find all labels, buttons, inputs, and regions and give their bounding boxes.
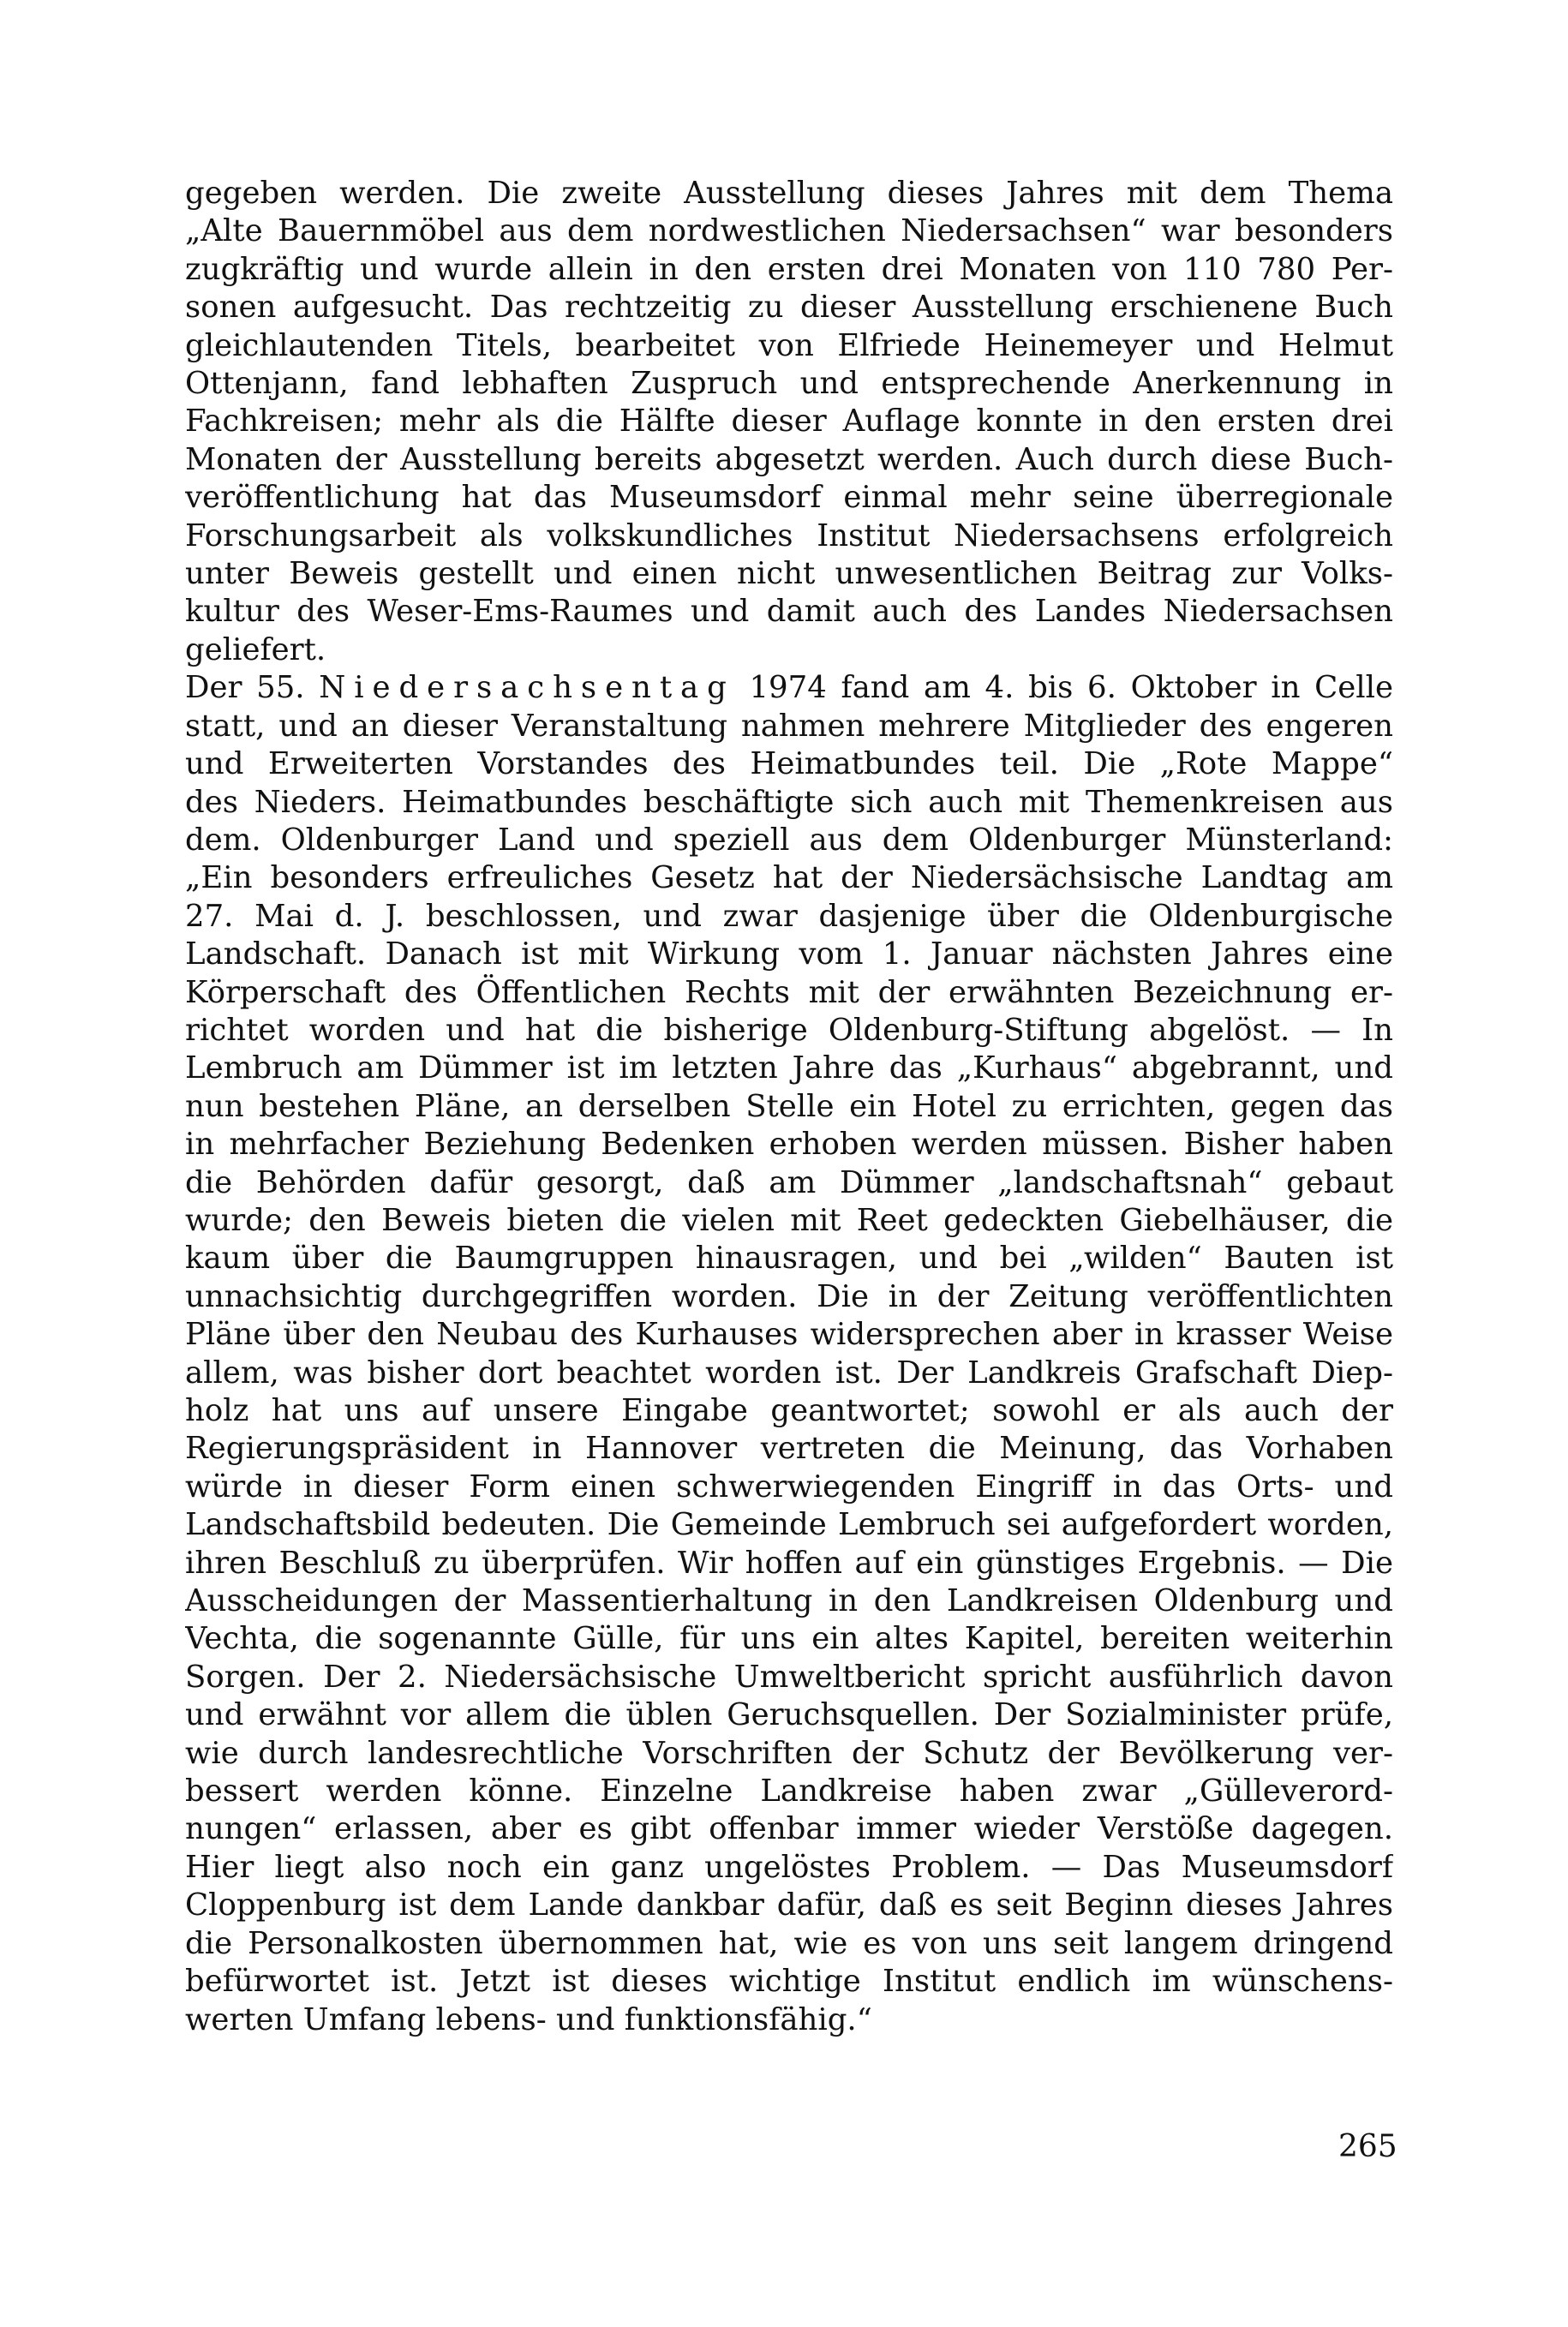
text-line: in mehrfacher Beziehung Bedenken erhoben werden müssen. Bisher haben [185,1127,1393,1163]
text-line: „Alte Bauernmöbel aus dem nordwestlichen Niedersachsen“ war besonders [185,213,1393,249]
text-line: holz hat uns auf unsere Eingabe geantwortet; sowohl er als auch der [185,1393,1393,1428]
text-line: kaum über die Baumgruppen hinausragen, und bei „wilden“ Bauten ist [185,1241,1393,1277]
text-line: Sorgen. Der 2. Niedersächsische Umweltbericht spricht ausführlich davon [185,1659,1393,1695]
paragraph-2 [185,669,1393,2039]
text-line: Landschaft. Danach ist mit Wirkung vom 1. Januar nächsten Jahres eine [185,936,1393,972]
line-suffix: 1974 fand am 4. bis 6. Oktober in Celle [734,670,1393,706]
text-line: ihren Beschluß zu überprüfen. Wir hoffen auf ein günstiges Ergebnis. — Die [185,1545,1393,1581]
line-prefix: Der 55. [185,670,320,706]
text-line-first [185,669,1393,707]
text-line: Ottenjann, fand lebhaften Zuspruch und entsprechende Anerkennung in [185,366,1393,402]
text-line: nun bestehen Pläne, an derselben Stelle ein Hotel zu errichten, gegen das [185,1088,1393,1124]
text-line: Hier liegt also noch ein ganz ungelöstes Problem. — Das Museumsdorf [185,1849,1393,1885]
text-line: allem, was bisher dort beachtet worden ist. Der Landkreis Grafschaft Diep- [185,1355,1393,1391]
text-line: Regierungspräsident in Hannover vertreten die Meinung, das Vorhaben [185,1431,1393,1467]
text-line: gleichlautenden Titels, bearbeitet von Elfriede Heinemeyer und Helmut [185,327,1393,363]
text-line: 27. Mai d. J. beschlossen, und zwar dasjenige über die Oldenburgische [185,898,1393,934]
text-line: würde in dieser Form einen schwerwiegenden Eingriff in das Orts- und [185,1469,1393,1504]
text-line: des Nieders. Heimatbundes beschäftigte sich auch mit Themenkreisen aus [185,784,1393,820]
text-line: Pläne über den Neubau des Kurhauses widersprechen aber in krasser Weise [185,1317,1393,1353]
text-line: bessert werden könne. Einzelne Landkreise haben zwar „Gülleverord- [185,1774,1393,1810]
text-line: Vechta, die sogenannte Gülle, für uns ein altes Kapitel, bereiten weiterhin [185,1621,1393,1657]
text-line: unnachsichtig durchgegriffen worden. Die in der Zeitung veröffentlichten [185,1278,1393,1314]
text-line: Fachkreisen; mehr als die Hälfte dieser Auflage konnte in den ersten drei [185,404,1393,440]
text-line: gegeben werden. Die zweite Ausstellung dieses Jahres mit dem Thema [185,176,1393,211]
text-line: Lembruch am Dümmer ist im letzten Jahre das „Kurhaus“ abgebrannt, und [185,1050,1393,1086]
text-line: Landschaftsbild bedeuten. Die Gemeinde Lembruch sei aufgefordert worden, [185,1507,1393,1543]
paragraph-1 [185,175,1393,669]
text-line: wurde; den Beweis bieten die vielen mit Reet gedeckten Giebelhäuser, die [185,1202,1393,1238]
text-line: statt, und an dieser Veranstaltung nahmen mehrere Mitglieder des engeren [185,708,1393,744]
text-line: die Behörden dafür gesorgt, daß am Dümmer „landschaftsnah“ gebaut [185,1164,1393,1200]
page-number: 265 [1338,2129,1397,2164]
spaced-title: Niedersachsentag [319,670,735,706]
text-line: und Erweiterten Vorstandes des Heimatbundes teil. Die „Rote Mappe“ [185,746,1393,782]
text-line: Forschungsarbeit als volkskundliches Institut Niedersachsens erfolgreich [185,517,1393,553]
text-line: richtet worden und hat die bisherige Oldenburg-Stiftung abgelöst. — In [185,1012,1393,1048]
text-line: Monaten der Ausstellung bereits abgesetzt werden. Auch durch diese Buch- [185,441,1393,477]
text-line: veröffentlichung hat das Museumsdorf einmal mehr seine überregionale [185,480,1393,516]
text-line: kultur des Weser-Ems-Raumes und damit auch des Landes Niedersachsen [185,594,1393,630]
text-line: und erwähnt vor allem die üblen Geruchsquellen. Der Sozialminister prüfe, [185,1697,1393,1733]
text-line: werten Umfang lebens- und funktionsfähig.“ [185,2001,872,2037]
text-line: unter Beweis gestellt und einen nicht unwesentlichen Beitrag zur Volks- [185,556,1393,592]
text-line: sonen aufgesucht. Das rechtzeitig zu dieser Ausstellung erschienene Buch [185,290,1393,326]
text-line: „Ein besonders erfreuliches Gesetz hat der Niedersächsische Landtag am [185,860,1393,896]
text-line: zugkräftig und wurde allein in den ersten drei Monaten von 110 780 Per- [185,251,1393,287]
text-line: Ausscheidungen der Massentierhaltung in den Landkreisen Oldenburg und [185,1583,1393,1619]
text-line: dem. Oldenburger Land und speziell aus dem Oldenburger Münsterland: [185,822,1393,858]
text-line: geliefert. [185,631,326,667]
body-text [185,175,1393,2039]
text-line: Cloppenburg ist dem Lande dankbar dafür, daß es seit Beginn dieses Jahres [185,1887,1393,1923]
text-line: Körperschaft des Öffentlichen Rechts mit der erwähnten Bezeichnung er- [185,974,1393,1010]
text-line: nungen“ erlassen, aber es gibt offenbar immer wieder Verstöße dagegen. [185,1811,1393,1847]
text-line: befürwortet ist. Jetzt ist dieses wichtige Institut endlich im wünschens- [185,1964,1393,2000]
text-line: die Personalkosten übernommen hat, wie es von uns seit langem dringend [185,1925,1393,1961]
text-line: wie durch landesrechtliche Vorschriften der Schutz der Bevölkerung ver- [185,1735,1393,1771]
